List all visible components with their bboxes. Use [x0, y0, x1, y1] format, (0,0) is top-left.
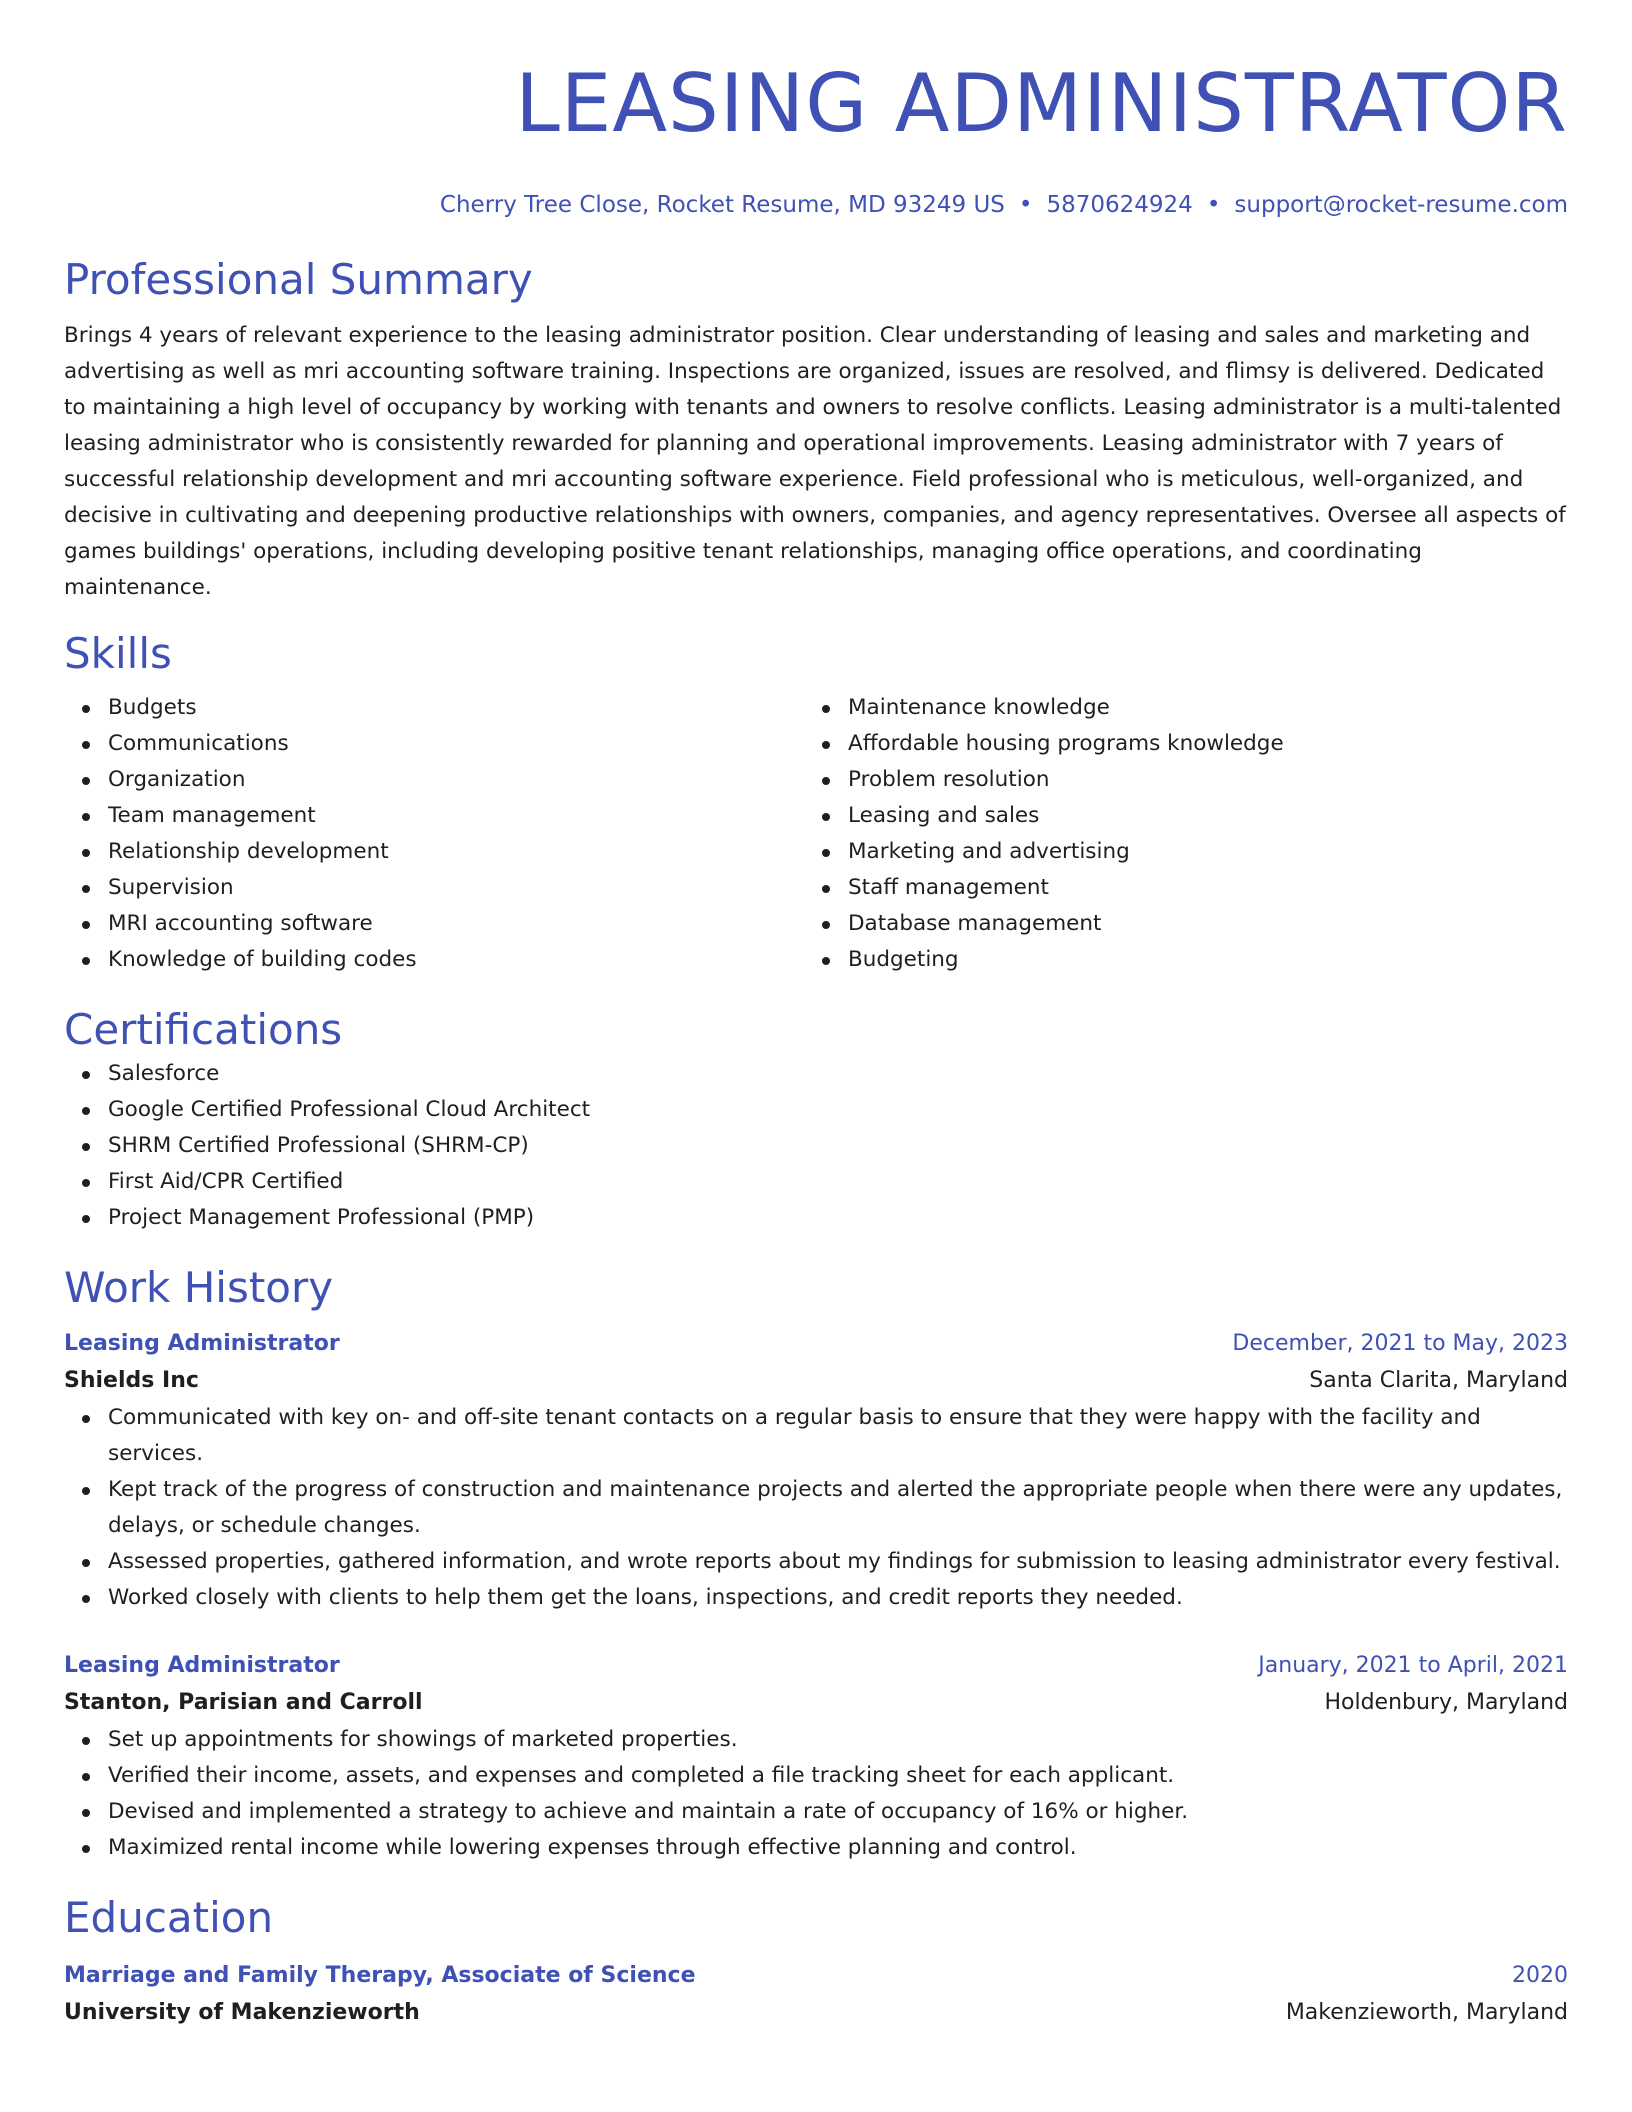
- job-company-row: [64, 1362, 1568, 1400]
- skill-label: Database management: [848, 911, 1102, 936]
- bullet-dot: [82, 849, 90, 857]
- job-duty-item: [108, 1794, 1568, 1830]
- skill-item: [108, 798, 804, 834]
- skill-label: Organization: [108, 767, 246, 792]
- skill-item: [848, 834, 1544, 870]
- job-duty-item: [108, 1830, 1568, 1866]
- contact-email[interactable]: support@rocket-resume.com: [1234, 192, 1568, 218]
- skill-item: [108, 834, 804, 870]
- skill-item: [108, 906, 804, 942]
- skill-label: Communications: [108, 731, 289, 756]
- bullet-dot: [82, 1737, 90, 1745]
- bullet-dot: [82, 1773, 90, 1781]
- skill-item: [108, 762, 804, 798]
- bullet-dot: [82, 1215, 90, 1223]
- contact-address: Cherry Tree Close, Rocket Resume, MD 93249 US: [439, 192, 1005, 218]
- bullet-dot: [82, 813, 90, 821]
- work-history-heading: Work History: [64, 1263, 334, 1312]
- job-dates: December, 2021 to May, 2023: [1232, 1331, 1568, 1356]
- certification-label: First Aid/CPR Certified: [108, 1169, 344, 1194]
- certification-label: Salesforce: [108, 1061, 220, 1086]
- job-duty-item: [108, 1722, 1568, 1758]
- job-role: Leasing Administrator: [64, 1331, 340, 1356]
- certification-label: Project Management Professional (PMP): [108, 1205, 535, 1230]
- bullet-dot: [822, 885, 830, 893]
- job-company: Shields Inc: [64, 1368, 199, 1393]
- skills-column-left: [64, 690, 804, 978]
- job-title-row: [64, 1648, 1568, 1684]
- bullet-dot: [82, 885, 90, 893]
- summary-text: Brings 4 years of relevant experience to the leasing administrator position. Clear understanding of leasing and sales and marketing and advertising as well as mri accounting software training. Inspections are organized, issues are resolved, and flimsy is delivered. Dedicated to maintaining a high level of occupancy by working with tenants and owners to resolve conflicts. Leasing administrator is a multi-talented leasing administrator who is consistently rewarded for planning and operational improvements. Leasing administrator with 7 years of successful relationship development and mri accounting software experience. Field professional who is meticulous, well-organized, and decisive in cultivating and deepening productive relationships with owners, companies, and agency representatives. Oversee all aspects of games buildings' operations, including developing positive tenant relationships, managing office operations, and coordinating maintenance.: [64, 323, 1566, 600]
- skill-label: Budgets: [108, 695, 197, 720]
- certification-item: [108, 1128, 1568, 1164]
- job-duty-text: Verified their income, assets, and expenses and completed a file tracking sheet for each applicant.: [108, 1763, 1175, 1788]
- job-company: Stanton, Parisian and Carroll: [64, 1690, 423, 1715]
- certifications-heading: Certifications: [64, 1005, 343, 1054]
- skill-label: MRI accounting software: [108, 911, 373, 936]
- skill-label: Relationship development: [108, 839, 389, 864]
- job-duty-item: [108, 1758, 1568, 1794]
- skill-item: [848, 870, 1544, 906]
- bullet-dot: [82, 777, 90, 785]
- bullet-dot: [82, 1143, 90, 1151]
- skills-column-right: [804, 690, 1544, 978]
- skill-item: [848, 906, 1544, 942]
- bullet-dot: [82, 741, 90, 749]
- education-degree: Marriage and Family Therapy, Associate of Science: [64, 1963, 696, 1988]
- bullet-dot: [82, 1179, 90, 1187]
- skills-heading: Skills: [64, 629, 172, 678]
- education-degree-row: [64, 1958, 1568, 1994]
- education-entry: [64, 1958, 1568, 2032]
- bullet-dot: [82, 1559, 90, 1567]
- bullet-dot: [82, 1415, 90, 1423]
- certification-item: [108, 1164, 1568, 1200]
- job-entry: [64, 1326, 1568, 1616]
- skill-item: [848, 726, 1544, 762]
- skill-label: Marketing and advertising: [848, 839, 1130, 864]
- job-dates: January, 2021 to April, 2021: [1258, 1653, 1568, 1678]
- job-duty-text: Devised and implemented a strategy to achieve and maintain a rate of occupancy of 16% or higher.: [108, 1799, 1189, 1824]
- summary-heading: Professional Summary: [64, 255, 533, 304]
- job-title-row: [64, 1326, 1568, 1362]
- bullet-dot: [82, 1487, 90, 1495]
- skill-label: Maintenance knowledge: [848, 695, 1110, 720]
- job-duty-text: Kept track of the progress of construction and maintenance projects and alerted the appropriate people when there were any updates, delays, or schedule changes.: [108, 1477, 1563, 1538]
- bullet-dot: [822, 741, 830, 749]
- bullet-dot: [82, 1595, 90, 1603]
- certification-item: [108, 1092, 1568, 1128]
- job-entry: [64, 1648, 1568, 1866]
- certifications-list: [64, 1056, 1568, 1236]
- skill-label: Knowledge of building codes: [108, 947, 417, 972]
- skill-item: [108, 942, 804, 978]
- skill-item: [108, 870, 804, 906]
- job-duty-text: Communicated with key on- and off-site tenant contacts on a regular basis to ensure that they were happy with the facility and services.: [108, 1405, 1481, 1466]
- skill-label: Problem resolution: [848, 767, 1050, 792]
- bullet-dot: [82, 1809, 90, 1817]
- contact-phone: 5870624924: [1046, 192, 1193, 218]
- job-duty-item: [108, 1580, 1568, 1616]
- certification-item: [108, 1056, 1568, 1092]
- skill-item: [848, 690, 1544, 726]
- job-role: Leasing Administrator: [64, 1653, 340, 1678]
- bullet-dot: [822, 921, 830, 929]
- bullet-dot: [822, 957, 830, 965]
- skill-label: Budgeting: [848, 947, 959, 972]
- job-duty-text: Set up appointments for showings of marketed properties.: [108, 1727, 738, 1752]
- bullet-dot: [82, 1071, 90, 1079]
- job-company-row: [64, 1684, 1568, 1722]
- education-school-row: [64, 1994, 1568, 2032]
- job-duty-item: [108, 1544, 1568, 1580]
- bullet-dot: [82, 1107, 90, 1115]
- education-school: University of Makenzieworth: [64, 2000, 420, 2025]
- bullet-dot: [82, 957, 90, 965]
- certification-label: Google Certified Professional Cloud Architect: [108, 1097, 591, 1122]
- job-duty-item: [108, 1400, 1568, 1472]
- skill-item: [108, 690, 804, 726]
- skill-label: Affordable housing programs knowledge: [848, 731, 1284, 756]
- job-duty-text: Worked closely with clients to help them get the loans, inspections, and credit reports they needed.: [108, 1585, 1183, 1610]
- skill-label: Leasing and sales: [848, 803, 1040, 828]
- contact-separator: •: [1206, 192, 1221, 218]
- skill-item: [108, 726, 804, 762]
- skills-list-right: [804, 690, 1544, 978]
- resume-header: [64, 0, 1568, 220]
- education-heading: Education: [64, 1893, 274, 1942]
- job-duty-text: Assessed properties, gathered information, and wrote reports about my findings for submission to leasing administrator every festival.: [108, 1549, 1561, 1574]
- job-duty-text: Maximized rental income while lowering expenses through effective planning and control.: [108, 1835, 1077, 1860]
- skills-list-left: [64, 690, 804, 978]
- skill-item: [848, 762, 1544, 798]
- job-duty-item: [108, 1472, 1568, 1544]
- job-location: Santa Clarita, Maryland: [1309, 1368, 1568, 1393]
- certification-item: [108, 1200, 1568, 1236]
- bullet-dot: [82, 705, 90, 713]
- education-location: Makenzieworth, Maryland: [1285, 2000, 1568, 2025]
- skill-label: Staff management: [848, 875, 1049, 900]
- skill-item: [848, 942, 1544, 978]
- skill-label: Supervision: [108, 875, 234, 900]
- skill-item: [848, 798, 1544, 834]
- bullet-dot: [822, 705, 830, 713]
- skills-columns: [64, 690, 1568, 978]
- education-year: 2020: [1512, 1963, 1568, 1988]
- job-duties-list: [64, 1400, 1568, 1616]
- contact-line: [64, 190, 1568, 220]
- bullet-dot: [822, 813, 830, 821]
- bullet-dot: [82, 1845, 90, 1853]
- job-location: Holdenbury, Maryland: [1324, 1690, 1568, 1715]
- skill-label: Team management: [108, 803, 316, 828]
- bullet-dot: [82, 921, 90, 929]
- bullet-dot: [822, 777, 830, 785]
- job-duties-list: [64, 1722, 1568, 1866]
- certification-label: SHRM Certified Professional (SHRM-CP): [108, 1133, 529, 1158]
- bullet-dot: [822, 849, 830, 857]
- candidate-name: LEASING ADMINISTRATOR: [515, 57, 1568, 150]
- contact-separator: •: [1018, 192, 1033, 218]
